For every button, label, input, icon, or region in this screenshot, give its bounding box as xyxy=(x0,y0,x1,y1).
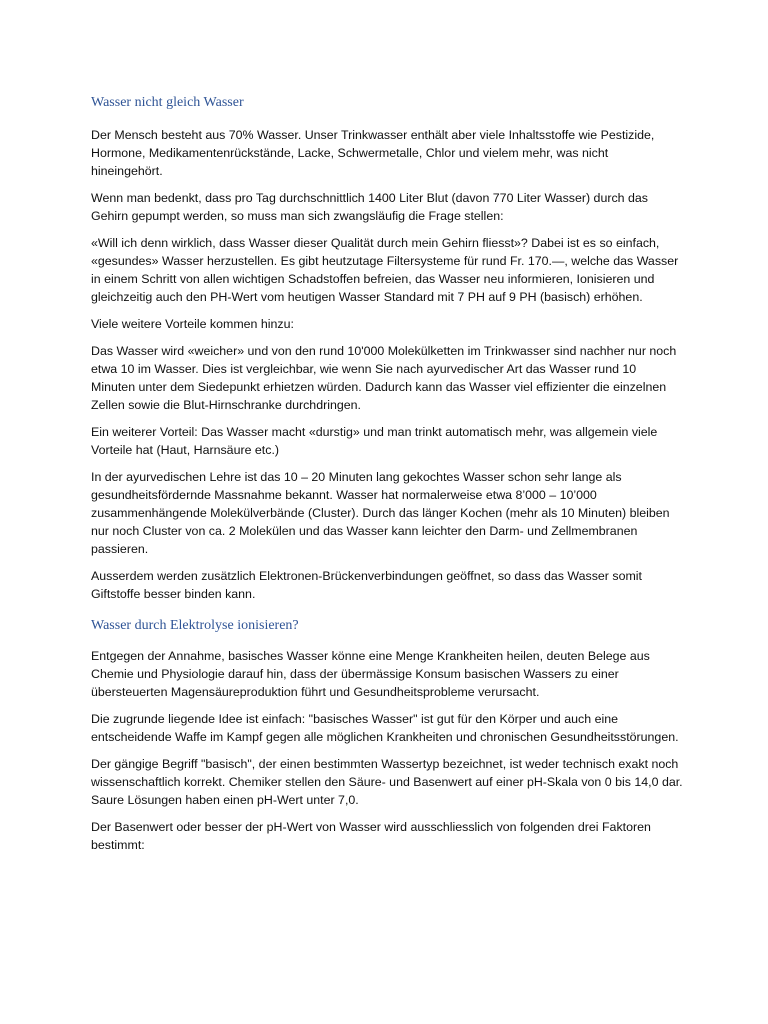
paragraph: In der ayurvedischen Lehre ist das 10 – 20 Minuten lang gekochtes Wasser schon sehr lange als gesundheitsfördernde Massnahme bekannt. Wasser hat normalerweise etwa 8’000 – 10’000 zusammenhängende Molekülverbände (Cluster). Durch das länger Kochen (mehr als 10 Minuten) bleiben nur noch Cluster von ca. 2 Molekülen und das Wasser kann leichter den Darm- und Zellmembranen passieren. xyxy=(91,470,670,556)
paragraph: Viele weitere Vorteile kommen hinzu: xyxy=(91,317,294,331)
document-content xyxy=(91,94,683,863)
section-heading-elektrolyse: Wasser durch Elektrolyse ionisieren? xyxy=(91,618,299,633)
paragraph: Wenn man bedenkt, dass pro Tag durchschnittlich 1400 Liter Blut (davon 770 Liter Wasser) durch das Gehirn gepumpt werden, so muss man sich zwangsläufig die Frage stellen: xyxy=(91,191,648,223)
paragraph: Die zugrunde liegende Idee ist einfach: "basisches Wasser" ist gut für den Körper und auch eine entscheidende Waffe im Kampf gegen alle möglichen Krankheiten und chronischen Gesundheitsstörungen. xyxy=(91,712,679,744)
paragraph: «Will ich denn wirklich, dass Wasser dieser Qualität durch mein Gehirn fliesst»? Dabei ist es so einfach, «gesundes» Wasser herzustellen. Es gibt heutzutage Filtersysteme für rund Fr. 170.—, welche das Wasser in einem Schritt von allen wichtigen Schadstoffen befreien, das Wasser neu informieren, Ionisieren und gleichzeitig auch den PH-Wert vom heutigen Wasser Standard mit 7 PH auf 9 PH (basisch) erhöhen. xyxy=(91,236,679,304)
paragraph: Entgegen der Annahme, basisches Wasser könne eine Menge Krankheiten heilen, deuten Belege aus Chemie und Physiologie darauf hin, dass der übermässige Konsum basischen Wassers zu einer übersteuerten Magensäureproduktion führt und Gesundheitsprobleme verursacht. xyxy=(91,649,650,699)
paragraph: Ausserdem werden zusätzlich Elektronen-Brückenverbindungen geöffnet, so dass das Wasser somit Giftstoffe besser binden kann. xyxy=(91,569,642,601)
paragraph: Der Basenwert oder besser der pH-Wert von Wasser wird ausschliesslich von folgenden drei Faktoren bestimmt: xyxy=(91,820,651,852)
paragraph: Das Wasser wird «weicher» und von den rund 10'000 Molekülketten im Trinkwasser sind nachher nur noch etwa 10 im Wasser. Dies ist vergleichbar, wie wenn Sie nach ayurvedischer Art das Wasser rund 10 Minuten unter dem Siedepunkt erhietzen würden. Dadurch kann das Wasser viel effizienter die einzelnen Zellen sowie die Blut-Hirnschranke durchdringen. xyxy=(91,344,677,412)
section-heading-wasser-nicht-gleich-wasser: Wasser nicht gleich Wasser xyxy=(91,95,244,110)
paragraph: Der Mensch besteht aus 70% Wasser. Unser Trinkwasser enthält aber viele Inhaltsstoffe wie Pestizide, Hormone, Medikamentenrückstände, Lacke, Schwermetalle, Chlor und vielem mehr, was nicht hineingehört. xyxy=(91,128,655,178)
paragraph: Ein weiterer Vorteil: Das Wasser macht «durstig» und man trinkt automatisch mehr, was allgemein viele Vorteile hat (Haut, Harnsäure etc.) xyxy=(91,425,658,457)
paragraph: Der gängige Begriff "basisch", der einen bestimmten Wassertyp bezeichnet, ist weder technisch exakt noch wissenschaftlich korrekt. Chemiker stellen den Säure- und Basenwert auf einer pH-Skala von 0 bis 14,0 dar. Saure Lösungen haben einen pH-Wert unter 7,0. xyxy=(91,757,683,807)
